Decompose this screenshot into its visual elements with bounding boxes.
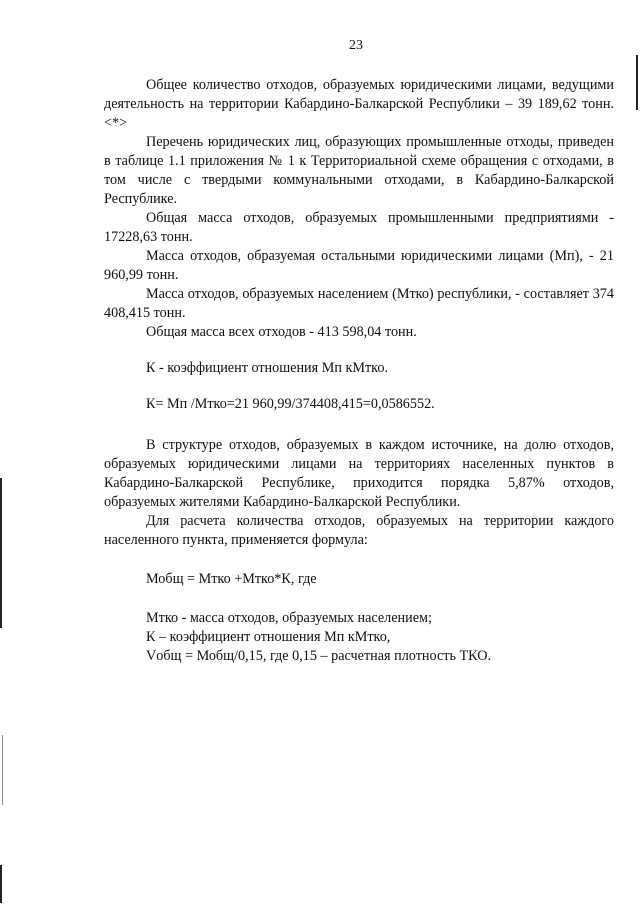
paragraph-structure: В структуре отходов, образуемых в каждом источнике, на долю отходов, образуемых юридическими лицами на территориях населенных пунктов в Кабардино-Балкарской Республике, приходится порядка 5,87% отходов, образуемых жителями Кабардино-Балкарской Республики. [104, 437, 614, 510]
scan-artifact-left-3 [0, 865, 2, 903]
scan-artifact-left-2 [2, 735, 3, 805]
paragraph-other-entities-mass: Масса отходов, образуемая остальными юридическими лицами (Мп), - 21 960,99 тонн. [104, 248, 614, 283]
scan-artifact-right-1 [636, 55, 638, 110]
definition-k: К – коэффициент отношения Мп кМтко, [146, 629, 391, 645]
paragraph-total-mass: Общая масса всех отходов - 413 598,04 тонн. [146, 324, 417, 340]
paragraph-calculation-intro: Для расчета количества отходов, образуемых на территории каждого населенного пункта, применяется формула: [104, 513, 614, 548]
paragraph-population-mass: Масса отходов, образуемых населением (Мтко) республики, - составляет 374 408,415 тонн. [104, 286, 614, 321]
coefficient-formula: К= Мп /Мтко=21 960,99/374408,415=0,0586552. [146, 396, 435, 412]
page-number: 23 [349, 38, 363, 53]
definition-mtko: Мтко - масса отходов, образуемых населением; [146, 610, 432, 626]
document-body [104, 76, 614, 666]
paragraph-list-of-entities: Перечень юридических лиц, образующих промышленные отходы, приведен в таблице 1.1 приложения № 1 к Территориальной схеме обращения с отходами, в том числе с твердыми коммунальными отходами, в Кабардино-Балкарской Республике. [104, 134, 614, 207]
paragraph-total-legal-entities: Общее количество отходов, образуемых юридическими лицами, ведущими деятельность на территории Кабардино-Балкарской Республики – 39 189,62 тонн.<*> [104, 77, 614, 131]
paragraph-industrial-mass: Общая масса отходов, образуемых промышленными предприятиями - 17228,63 тонн. [104, 210, 614, 245]
definition-volume: Vобщ = Мобщ/0,15, где 0,15 – расчетная плотность ТКО. [146, 648, 492, 664]
main-formula: Мобщ = Мтко +Мтко*К, где [146, 571, 317, 587]
formula-definitions [104, 609, 614, 666]
coefficient-definition: К - коэффициент отношения Мп кМтко. [146, 360, 388, 376]
scan-artifact-left-1 [0, 478, 2, 628]
